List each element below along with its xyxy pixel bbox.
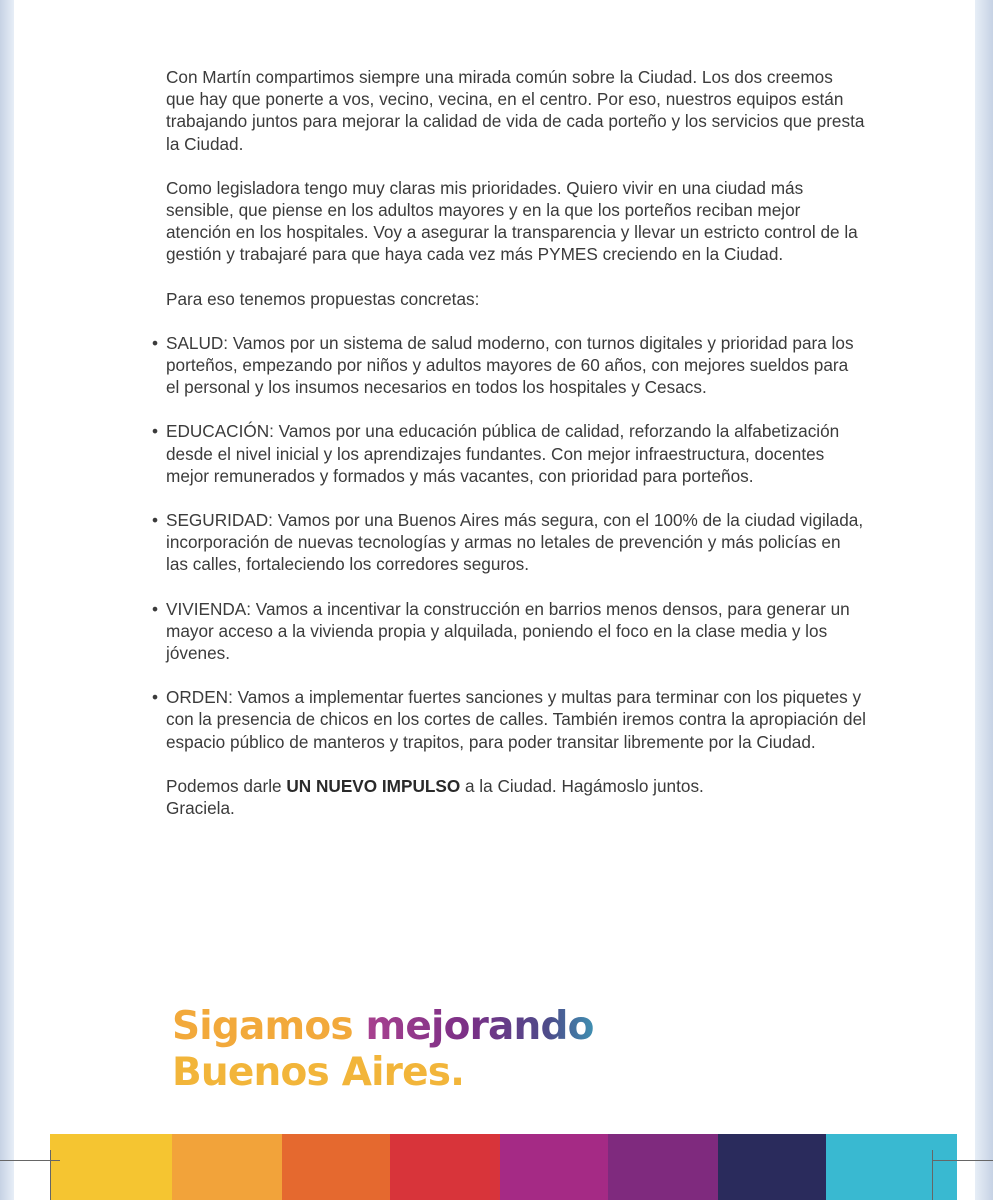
viewer-frame-left [0,0,14,1200]
letter-paragraph-1: Con Martín compartimos siempre una mirada común sobre la Ciudad. Los dos creemos que hay que ponerte a vos, vecino, vecina, en el centro. Por eso, nuestros equipos están trabajando juntos para mejorar la calidad de vida de cada porteño y los servicios que presta la Ciudad. [166,67,865,154]
proposal-text: VIVIENDA: Vamos a incentivar la construcción en barrios menos densos, para generar un mayor acceso a la vivienda propia y alquilada, poniendo el foco en la clase media y los jóvenes. [166,598,850,664]
crop-mark-right [933,1160,993,1161]
color-stripe-4 [390,1134,500,1200]
proposal-text: SALUD: Vamos por un sistema de salud moderno, con turnos digitales y prioridad para los porteños, empezando por niños y adultos mayores de 60 años, con mejores sueldos para el personal y los insumos necesarios en todos los hospitales y Cesacs. [166,332,854,398]
proposal-item-salud [152,332,866,399]
letter-closing [166,775,866,797]
color-stripe-5 [500,1134,608,1200]
crop-mark-left [0,1160,60,1161]
color-stripe-1 [50,1134,172,1200]
proposal-item-seguridad [152,509,866,576]
color-stripe-7 [718,1134,826,1200]
slogan-line-1 [172,1004,594,1050]
slogan-word-2: mejorando [365,1004,594,1049]
color-stripe-bar [50,1134,957,1200]
bullet-icon: • [152,421,159,442]
bullet-icon: • [152,510,159,531]
crop-mark-left-vertical [50,1150,51,1200]
closing-text-start: Podemos darle [166,775,287,796]
color-stripe-3 [282,1134,390,1200]
color-stripe-6 [608,1134,718,1200]
crop-mark-right-vertical [932,1150,933,1200]
campaign-slogan [172,1004,594,1096]
bullet-icon: • [152,332,159,353]
letter-paragraph-2: Como legisladora tengo muy claras mis prioridades. Quiero vivir en una ciudad más sensible, que piense en los adultos mayores y en la que los porteños reciban mejor atención en los hospitales. Voy a asegurar la transparencia y llevar un estricto control de la gestión y trabajaré para que haya cada vez más PYMES creciendo en la Ciudad. [166,177,858,265]
proposal-text: EDUCACIÓN: Vamos por una educación pública de calidad, reforzando la alfabetización desde el nivel inicial y los aprendizajes fundantes. Con mejor infraestructura, docentes mejor remunerados y formados y más vacantes, con prioridad para porteños. [166,421,840,486]
document-page [14,0,975,1200]
viewer-frame-right [975,0,993,1200]
closing-emphasis: UN NUEVO IMPULSO [286,775,461,796]
letter-body [152,66,866,819]
letter-paragraph-3: Para eso tenemos propuestas concretas: [166,288,480,309]
bullet-icon: • [152,687,159,708]
color-stripe-2 [172,1134,282,1200]
letter-signature: Graciela. [166,798,235,819]
proposal-item-vivienda [152,598,866,665]
proposal-item-educacion [152,420,866,487]
proposal-text: SEGURIDAD: Vamos por una Buenos Aires más segura, con el 100% de la ciudad vigilada, incorporación de nuevas tecnologías y armas no letales de prevención y más policías en las calles, fortaleciendo los corredores seguros. [166,510,864,575]
color-stripe-8 [826,1134,957,1200]
closing-text-end: a la Ciudad. Hagámoslo juntos. [460,775,704,796]
proposal-item-orden [152,686,866,753]
bullet-icon: • [152,598,159,619]
proposal-text: ORDEN: Vamos a implementar fuertes sanciones y multas para terminar con los piquetes y con la presencia de chicos en los cortes de calles. También iremos contra la apropiación del espacio público de manteros y trapitos, para poder transitar libremente por la Ciudad. [166,687,866,752]
slogan-word-1: Sigamos [172,1004,353,1049]
slogan-line-2: Buenos Aires. [172,1050,465,1095]
